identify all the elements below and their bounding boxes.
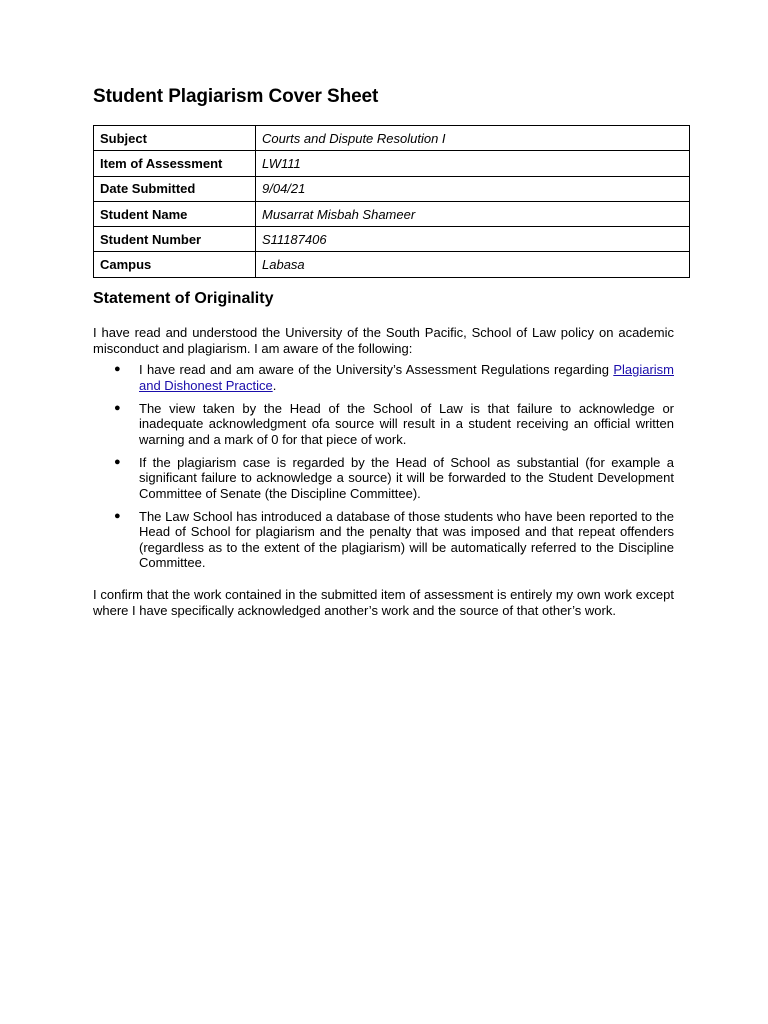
list-item [93,509,674,571]
bullet-icon: ● [114,363,121,375]
list-item-text-end: . [272,377,277,393]
row-label-date-submitted: Date Submitted [94,176,256,201]
list-item [93,455,674,502]
row-value-date-submitted: 9/04/21 [256,176,690,201]
list-item-text: The Law School has introduced a database of those students who have been reported to the Head of School for plagiarism and the penalty that was imposed and that repeat offenders (regardless as to the extent of the plagiarism) will be automatically referred to the Discipline Committee. [139,508,674,570]
row-value-item-of-assessment: LW111 [256,151,690,176]
bullet-icon: ● [114,509,121,522]
bullet-icon: ● [114,401,121,414]
row-label-campus: Campus [94,252,256,277]
table-row [94,201,690,226]
policy-list [93,362,674,578]
list-item-text: The view taken by the Head of the School of Law is that failure to acknowledge or inadequate acknowledgment ofa source will result in a student receiving an official written warning and a mark of 0 for that piece of work. [139,400,674,447]
row-label-item-of-assessment: Item of Assessment [94,151,256,176]
page-title: Student Plagiarism Cover Sheet [93,86,379,107]
student-info-table [93,125,690,278]
row-value-student-name: Musarrat Misbah Shameer [256,201,690,226]
plagiarism-policy-link[interactable]: Plagiarism and Dishonest Practice [139,362,674,393]
row-label-student-number: Student Number [94,227,256,252]
bullet-icon: ● [114,455,121,468]
row-label-student-name: Student Name [94,201,256,226]
row-value-student-number: S11187406 [256,227,690,252]
row-label-subject: Subject [94,126,256,151]
row-value-subject: Courts and Dispute Resolution I [256,126,690,151]
table-row [94,151,690,176]
list-item-text: If the plagiarism case is regarded by the Head of School as substantial (for example a significant failure to acknowledge a source) it will be forwarded to the Student Development Committee of Senate (the Discipline Committee). [139,454,674,501]
closing-paragraph: I confirm that the work contained in the submitted item of assessment is entirely my own work except where I have specifically acknowledged another’s work and the source of that other’s work. [93,587,674,618]
statement-heading: Statement of Originality [93,290,274,307]
table-row [94,227,690,252]
row-value-campus: Labasa [256,252,690,277]
table-row [94,126,690,151]
list-item [93,362,674,393]
table-row [94,252,690,277]
intro-paragraph: I have read and understood the University of the South Pacific, School of Law policy on academic misconduct and plagiarism. I am aware of the following: [93,325,674,356]
list-item [93,401,674,448]
table-row [94,176,690,201]
list-item-text-start: I have read and am aware of the University’s Assessment Regulations regarding [139,362,614,377]
